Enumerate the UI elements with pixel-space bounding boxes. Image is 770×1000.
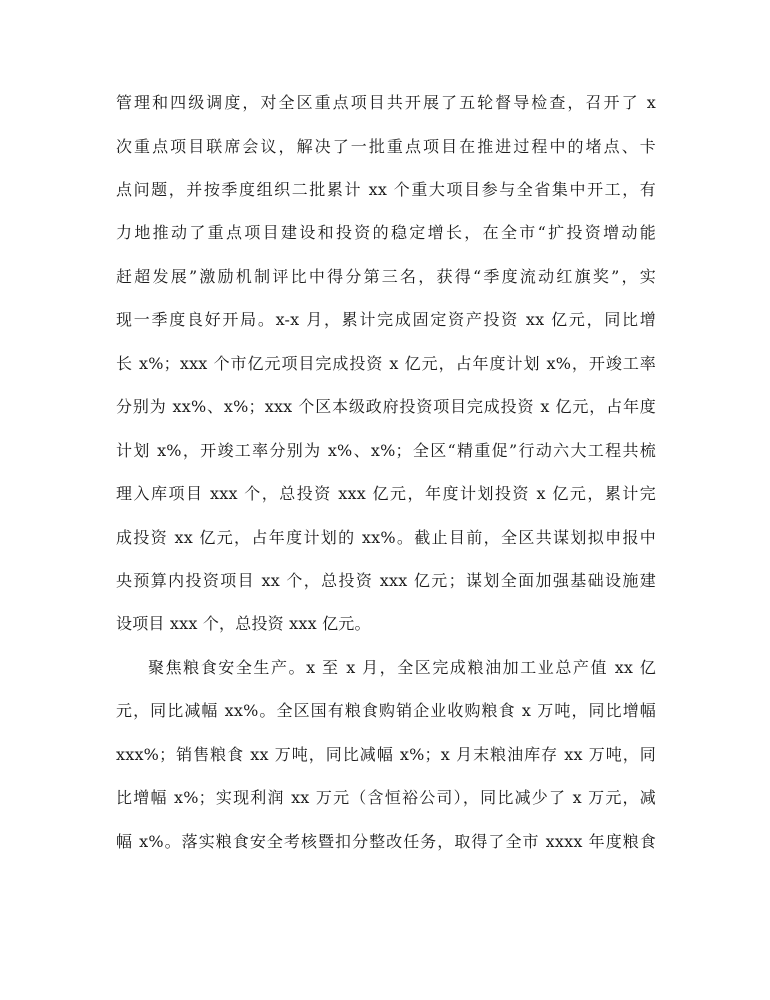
text-line: 聚焦粮食安全生产。x 至 x 月，全区完成粮油加工业总产值 xx 亿 (148, 658, 656, 677)
text-line: 比增幅 x%；实现利润 xx 万元（含恒裕公司），同比减少了 x 万元，减 (116, 788, 656, 807)
text-line: 央预算内投资项目 xx 个，总投资 xxx 亿元；谋划全面加强基础设施建 (116, 571, 656, 590)
text-line: 分别为 xx%、x%；xxx 个区本级政府投资项目完成投资 x 亿元，占年度 (116, 397, 656, 416)
text-line: 长 x%；xxx 个市亿元项目完成投资 x 亿元，占年度计划 x%，开竣工率 (116, 354, 656, 373)
text-line: 赶超发展”激励机制评比中得分第三名，获得“季度流动红旗奖”，实 (116, 267, 656, 286)
text-line: 元，同比减幅 xx%。全区国有粮食购销企业收购粮食 x 万吨，同比增幅 (116, 701, 656, 720)
text-line: 次重点项目联席会议，解决了一批重点项目在推进过程中的堵点、卡 (116, 137, 656, 156)
text-line: 力地推动了重点项目建设和投资的稳定增长，在全市“扩投资增动能 (116, 223, 656, 242)
text-line: 管理和四级调度，对全区重点项目共开展了五轮督导检查，召开了 x (116, 93, 656, 112)
text-line: 理入库项目 xxx 个，总投资 xxx 亿元，年度计划投资 x 亿元，累计完 (116, 484, 656, 503)
text-line: 成投资 xx 亿元，占年度计划的 xx%。截止目前，全区共谋划拟申报中 (116, 528, 656, 547)
text-line: xxx%；销售粮食 xx 万吨，同比减幅 x%；x 月末粮油库存 xx 万吨，同 (116, 745, 656, 764)
text-line: 点问题，并按季度组织二批累计 xx 个重大项目参与全省集中开工，有 (116, 180, 656, 199)
text-line: 计划 x%，开竣工率分别为 x%、x%；全区“精重促”行动六大工程共梳 (116, 441, 656, 460)
text-line: 幅 x%。落实粮食安全考核暨扣分整改任务，取得了全市 xxxx 年度粮食 (116, 832, 656, 851)
text-line: 设项目 xxx 个，总投资 xxx 亿元。 (116, 614, 371, 633)
text-line: 现一季度良好开局。x-x 月，累计完成固定资产投资 xx 亿元，同比增 (116, 310, 656, 329)
